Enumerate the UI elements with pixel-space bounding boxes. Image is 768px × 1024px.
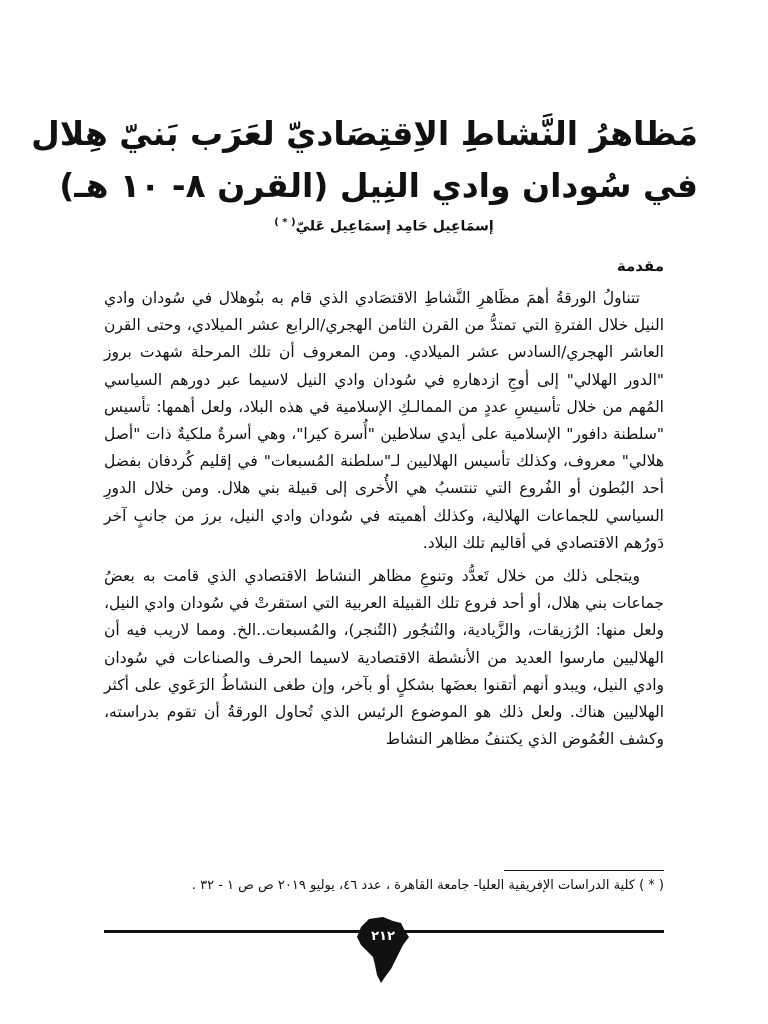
author-name: إسمَاعِيل حَامِد إسمَاعِيل عَليّ (295, 218, 494, 235)
footnote: ( * ) كلية الدراسات الإفريقية العليا- جامعة القاهرة ، عدد ٤٦، يوليو ٢٠١٩ ص ص ١ - ٣٢ . (191, 878, 664, 893)
page-number: ٢١٢ (371, 929, 395, 944)
title-line-2: في سُودان وادي النِيل (القرن ٨- ١٠ هـ) (59, 166, 698, 205)
body-text (104, 285, 664, 759)
title-line-1: مَظاهرُ النَّشاطِ الاِقتِصَاديّ لعَرَب بَنيّ هِلال (31, 114, 698, 153)
footnote-separator (504, 870, 664, 871)
africa-map-icon (355, 915, 411, 985)
paragraph-1: تتناولُ الورقةُ أهمَ مظَاهرِ النَّشاطِ الاقتصَادي الذي قام به بنُوهلال في سُودان وادي النيل خلال الفترةِ التي تمتدُّ من القرن الثامن الهجري/الرابع عشر الميلادي، وحتى القرن العاشر الهجري/السادس عشر الميلادي. ومن المعروف أن تلك المرحلة شهدت بروز "الدور الهلالي" إلى أوجِ ازدهارهِ في سُودان وادي النيل لاسيما عبر دورهم السياسي المُهم من خلال تأسيسِ عددٍ من الممالـكِ الإسلامية في هذه البلاد، ولعل أهمها: تأسيس "سلطنة دافور" الإسلامية على أيدي سلاطين "أُسرة كيرا"، وهي أسرةٌ ملكيةٌ ذات "أصل هلالي" معروف، وكذلك تأسيس الهلاليين لـ"سلطنة المُسبعات" في إقليم كُردفان بفضل أحد البُطون أو الفُروع التي تنتسبُ هي الأُخرى إلى قبيلة بني هلال. ومن خلال الدورِ السياسي للجماعات الهلالية، وكذلك أهميته في سُودان وادي النيل، برز من جانبٍ آخر دَورُهم الاقتصادي في أقاليم تلك البلاد. (104, 289, 664, 552)
section-heading: مقدمة (616, 257, 664, 275)
article-title (31, 108, 698, 212)
author-line (80, 212, 688, 238)
paragraph-2: ويتجلى ذلك من خلال تَعدُّد وتنوعِ مظاهر النشاط الاقتصادي الذي قامت به بعضُ جماعات بني هلال، أو أحد فروع تلك القبيلة العربية التي استقرتْ في سُودان وادي النيل، ولعل منها: الرُزيقات، والزَّيادية، والتُنجُور (التُنجر)، والمُسبعات..الخ. ومما لاريب فيه أن الهلاليين مارسوا العديد من الأنشطة الاقتصادية لاسيما الحرف والصناعات في سُودان وادي النيل، ويبدو أنهم أتقنوا بعضَها بشكلٍ أو بآخر، وإن طغى النشاطُ الرَعَوي على أكثر الهلاليين هناك. ولعل ذلك هو الموضوع الرئيس الذي تُحاول الورقةُ أن تقوم بدراسته، وكشف الغُمُوض الذي يكتنفُ مظاهر النشاط (104, 567, 664, 749)
author-footnote-marker: ( * ) (274, 217, 296, 228)
